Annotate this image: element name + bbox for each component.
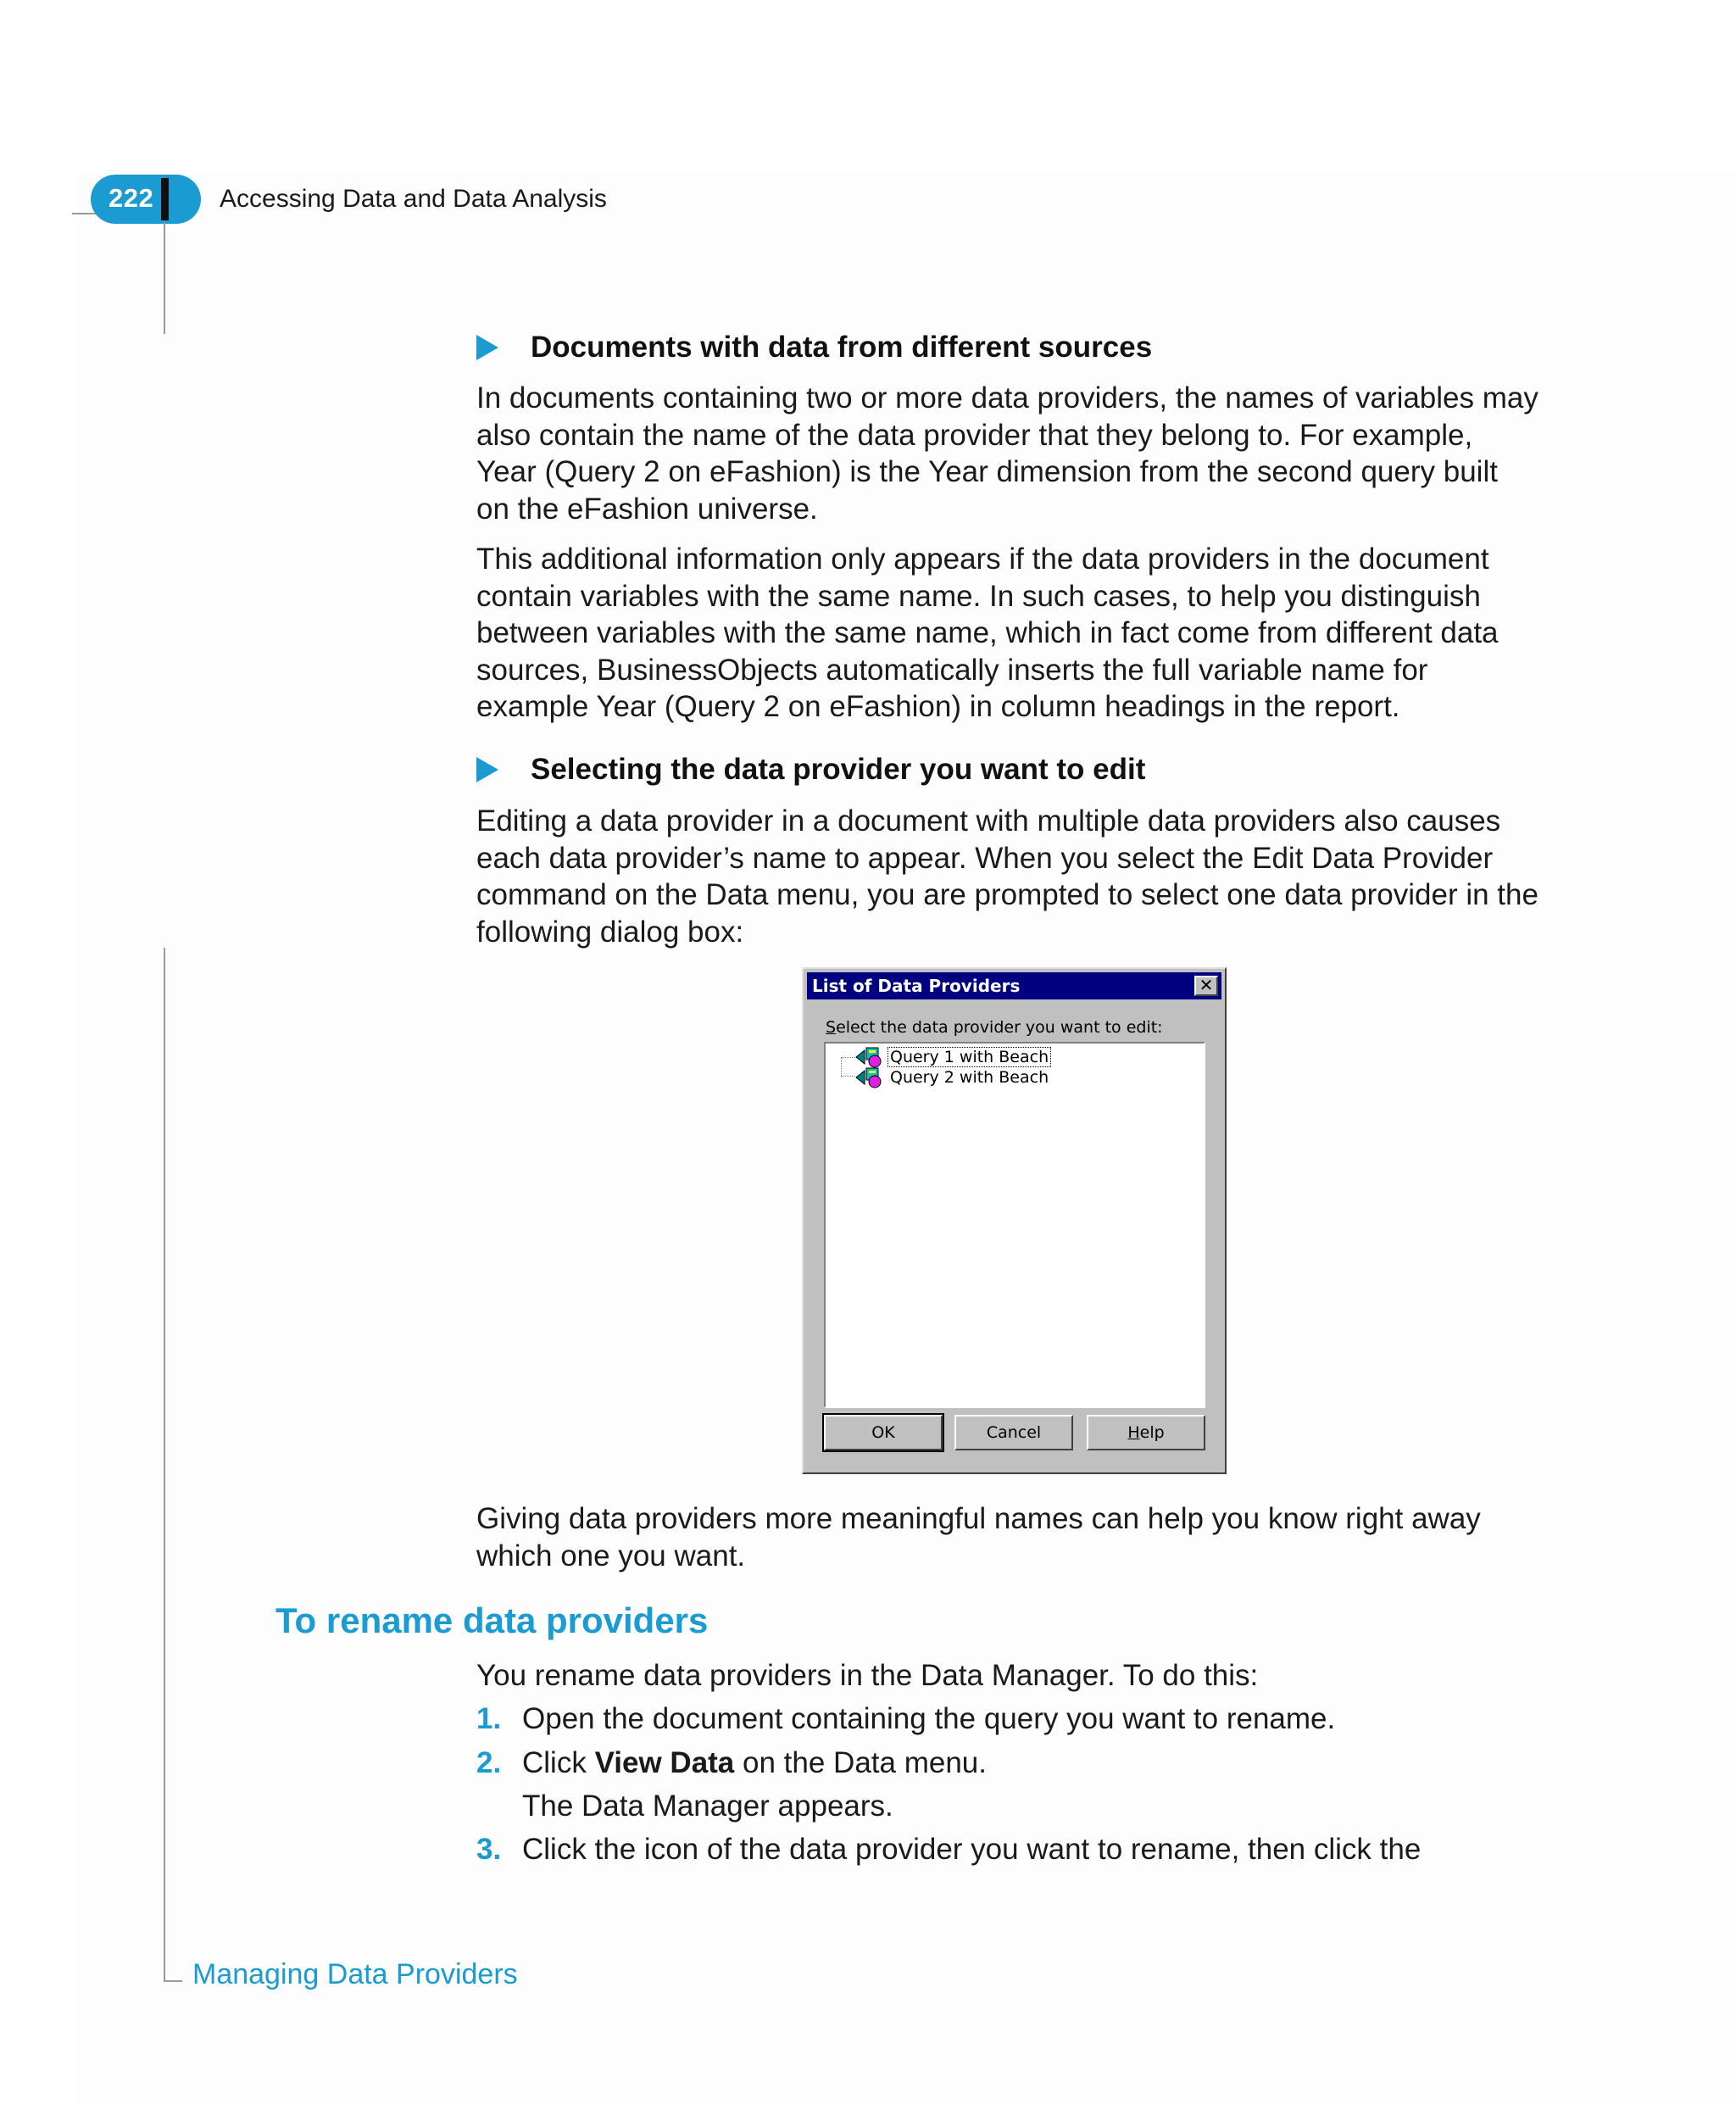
- text-line: which one you want.: [476, 1539, 746, 1572]
- margin-rule-top: [164, 222, 165, 334]
- text-line: between variables with the same name, which in fact come from different data: [476, 616, 1499, 649]
- step-number: 3.: [476, 1833, 502, 1866]
- list-item[interactable]: [854, 1066, 1050, 1089]
- text-line: each data provider’s name to appear. When you select the Edit Data Provider: [476, 841, 1494, 875]
- help-accelerator: H: [1127, 1423, 1140, 1442]
- paragraph-meaningful-names: [476, 1500, 1578, 1574]
- paragraph-data-provider-names: [476, 380, 1578, 527]
- subheading-text: Documents with data from different sources: [531, 331, 1153, 364]
- step-text: Click the icon of the data provider you want to rename, then click the: [522, 1833, 1422, 1866]
- ok-button[interactable]: OK: [824, 1415, 943, 1450]
- dialog-prompt: [826, 1018, 1163, 1037]
- step-bold-text: View Data: [594, 1746, 735, 1779]
- text-line: Giving data providers more meaningful names can help you know right away: [476, 1502, 1481, 1535]
- paragraph-editing-provider: [476, 803, 1578, 950]
- data-provider-list[interactable]: [824, 1042, 1205, 1408]
- footer-chapter-title: Managing Data Providers: [192, 1958, 518, 1990]
- step-text: on the Data menu.: [734, 1746, 987, 1779]
- step-1: [476, 1702, 1335, 1736]
- text-line: In documents containing two or more data providers, the names of variables may: [476, 381, 1538, 415]
- text-line: This additional information only appears if the data providers in the document: [476, 543, 1489, 576]
- data-provider-icon: [854, 1066, 887, 1089]
- section-heading-rename: To rename data providers: [275, 1600, 709, 1640]
- step-text: Click: [522, 1746, 595, 1779]
- paragraph-additional-information: [476, 541, 1578, 726]
- tree-connector: [841, 1057, 854, 1058]
- running-head: Accessing Data and Data Analysis: [220, 185, 607, 213]
- step-2: [476, 1746, 987, 1780]
- page-number: 222: [108, 183, 154, 213]
- dialog-title: List of Data Providers: [812, 976, 1021, 996]
- prompt-text: elect the data provider you want to edit:: [836, 1018, 1163, 1037]
- margin-rule-hook: [164, 1980, 182, 1982]
- text-line: contain variables with the same name. In such cases, to help you distinguish: [476, 579, 1481, 613]
- text-line: sources, BusinessObjects automatically inserts the full variable name for: [476, 653, 1428, 687]
- step-text: Open the document containing the query you want to rename.: [522, 1702, 1336, 1735]
- step-number: 1.: [476, 1702, 502, 1735]
- bullet-arrow-icon: [476, 757, 498, 782]
- tree-connector: [841, 1057, 842, 1076]
- list-item-label: Query 1 with Beach: [890, 1048, 1049, 1066]
- list-of-data-providers-dialog: [802, 967, 1227, 1474]
- step-3: [476, 1833, 1421, 1867]
- dialog-titlebar[interactable]: [807, 972, 1221, 999]
- prompt-accelerator: S: [826, 1018, 837, 1037]
- step-number: 2.: [476, 1746, 502, 1779]
- tree-connector: [841, 1076, 854, 1077]
- list-item-label: Query 2 with Beach: [890, 1068, 1049, 1087]
- text-line: command on the Data menu, you are prompted to select one data provider in the: [476, 878, 1538, 911]
- step-2-result: The Data Manager appears.: [522, 1790, 893, 1823]
- subheading-selecting-provider: [476, 753, 1145, 787]
- text-line: Year (Query 2 on eFashion) is the Year dimension from the second query built: [476, 455, 1498, 488]
- close-icon[interactable]: ✕: [1194, 976, 1218, 996]
- text-line: example Year (Query 2 on eFashion) in column headings in the report.: [476, 690, 1400, 723]
- help-label: elp: [1139, 1423, 1165, 1442]
- text-line: on the eFashion universe.: [476, 492, 818, 526]
- subheading-different-sources: [476, 331, 1152, 365]
- margin-rule-bottom: [164, 948, 165, 1982]
- rename-intro: You rename data providers in the Data Manager. To do this:: [476, 1659, 1259, 1692]
- text-line: Editing a data provider in a document with multiple data providers also causes: [476, 804, 1501, 838]
- help-button[interactable]: [1087, 1415, 1205, 1450]
- page-badge-bar: [161, 178, 169, 220]
- cancel-button[interactable]: Cancel: [954, 1415, 1073, 1450]
- bullet-arrow-icon: [476, 335, 498, 360]
- text-line: following dialog box:: [476, 915, 744, 949]
- subheading-text: Selecting the data provider you want to edit: [531, 753, 1146, 786]
- text-line: also contain the name of the data provider that they belong to. For example,: [476, 418, 1473, 452]
